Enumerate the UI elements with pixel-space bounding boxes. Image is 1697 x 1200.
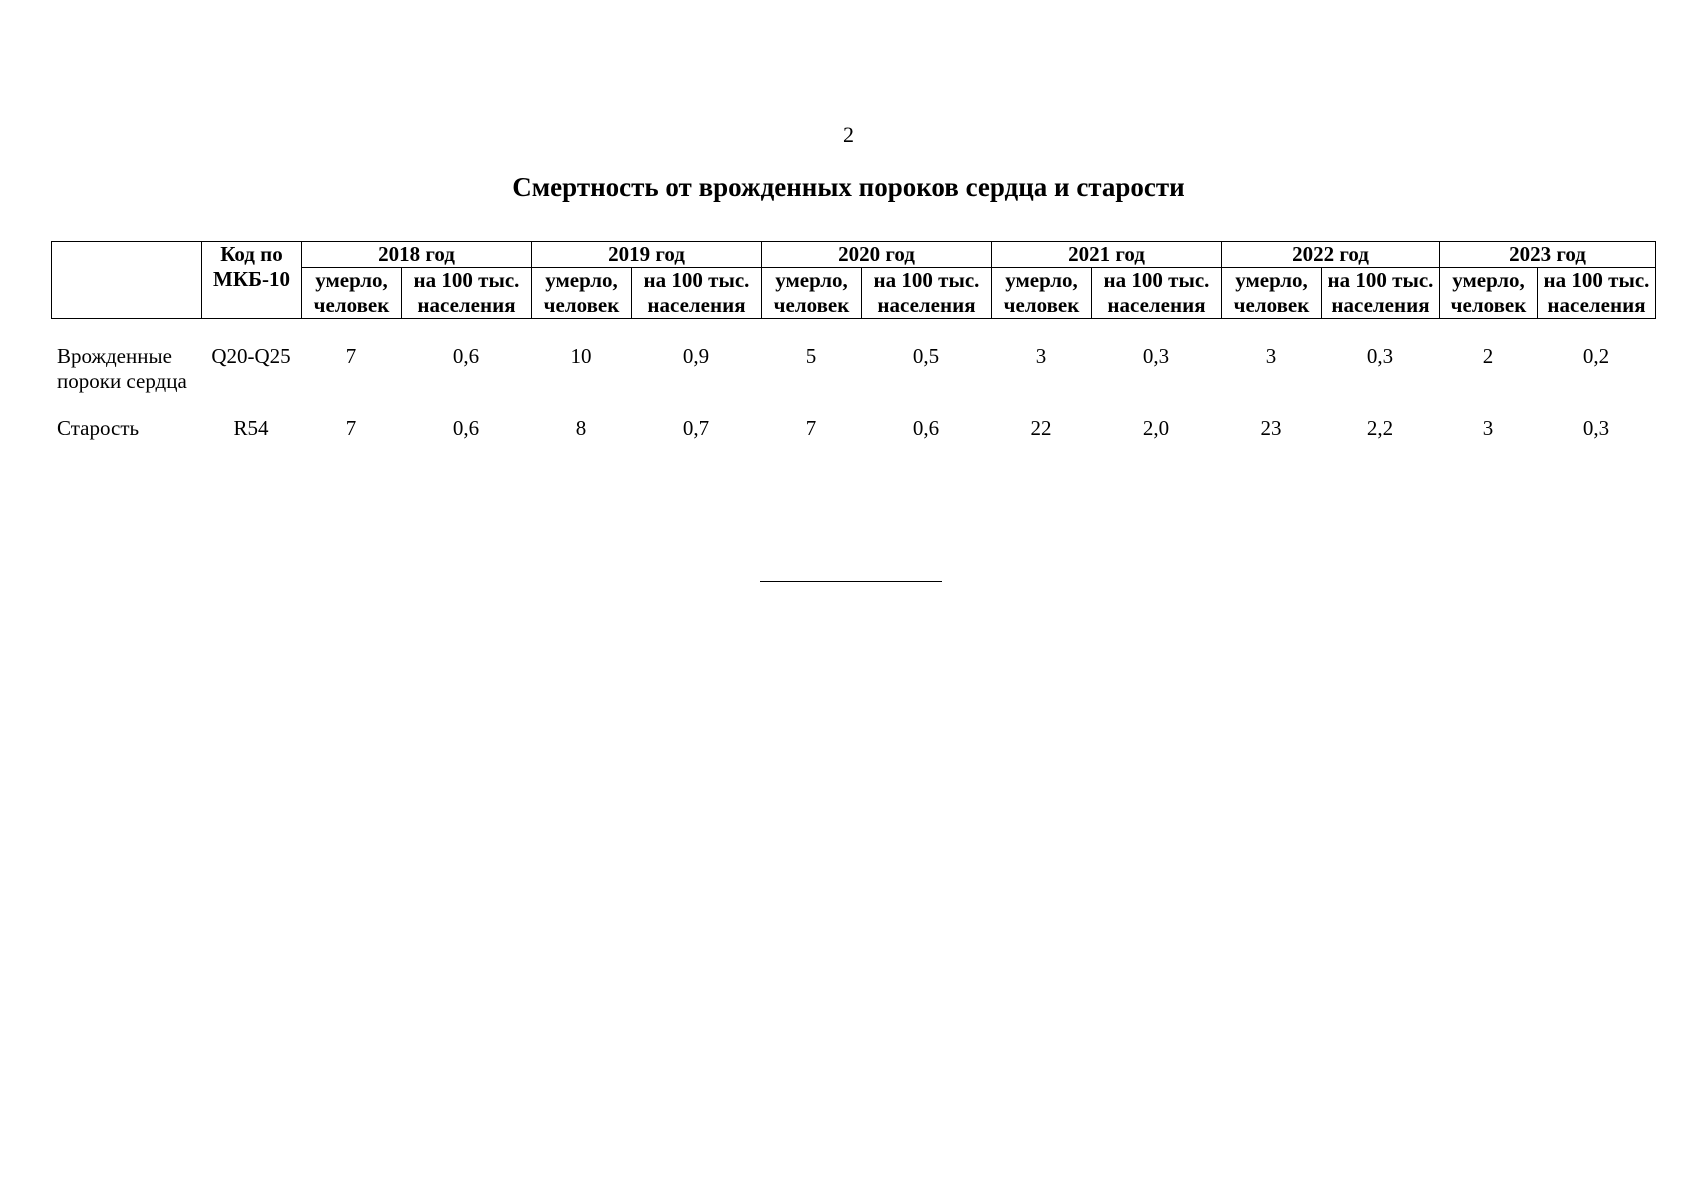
subheader-line: населения: [417, 293, 516, 317]
rate-cell: 0,9: [682, 344, 710, 368]
died-subheader: [762, 268, 862, 319]
page-number: 2: [843, 122, 854, 147]
rate-cell: 0,2: [1582, 344, 1610, 368]
subheader-line: на 100 тыс.: [413, 268, 520, 292]
subheader-line: человек: [1233, 293, 1310, 317]
died-cell: 3: [1265, 344, 1277, 368]
rate-cell: 0,3: [1142, 344, 1170, 368]
subheader-line: человек: [1003, 293, 1080, 317]
rate-subheader: [632, 268, 762, 319]
subheader-line: на 100 тыс.: [1327, 268, 1434, 292]
died-subheader: [532, 268, 632, 319]
header-code-cell: [202, 242, 302, 319]
rate-subheader: [862, 268, 992, 319]
year-header: 2018 год: [302, 242, 532, 268]
spacer-row: [51, 319, 1655, 344]
row-name-cell: [51, 416, 201, 441]
code-header-line: МКБ-10: [213, 267, 290, 291]
subheader-line: на 100 тыс.: [643, 268, 750, 292]
died-subheader: [992, 268, 1092, 319]
subheader-line: человек: [313, 293, 390, 317]
died-cell: 7: [345, 344, 357, 368]
table-row: [51, 344, 1655, 394]
rate-subheader: [1322, 268, 1440, 319]
died-subheader: [302, 268, 402, 319]
subheader-line: на 100 тыс.: [873, 268, 980, 292]
row-name-line: Врожденные: [57, 344, 172, 368]
rate-cell: 0,3: [1582, 416, 1610, 440]
subheader-line: человек: [1450, 293, 1527, 317]
died-cell: 2: [1482, 344, 1494, 368]
rate-cell: 0,3: [1366, 344, 1394, 368]
subheader-line: умерло,: [1005, 268, 1078, 292]
rate-cell: 0,6: [452, 416, 480, 440]
died-cell: 23: [1260, 416, 1282, 440]
subheader-line: умерло,: [545, 268, 618, 292]
row-name-line: Старость: [57, 416, 140, 440]
rate-cell: 2,0: [1142, 416, 1170, 440]
header-row-years: [52, 242, 1656, 268]
subheader-line: населения: [1331, 293, 1430, 317]
died-cell: 7: [345, 416, 357, 440]
rate-cell: 0,6: [912, 416, 940, 440]
subheader-line: населения: [1547, 293, 1646, 317]
died-cell: 3: [1482, 416, 1494, 440]
table-header: [51, 241, 1656, 319]
closing-divider: [760, 581, 942, 582]
row-code-cell: Q20-Q25: [211, 344, 291, 368]
subheader-line: умерло,: [775, 268, 848, 292]
subheader-line: умерло,: [315, 268, 388, 292]
subheader-line: умерло,: [1452, 268, 1525, 292]
table-row: [51, 416, 1655, 441]
year-header: 2019 год: [532, 242, 762, 268]
subheader-line: человек: [773, 293, 850, 317]
rate-cell: 0,6: [452, 344, 480, 368]
died-subheader: [1222, 268, 1322, 319]
document-title: Смертность от врожденных пороков сердца и старости: [512, 172, 1185, 202]
header-blank-cell: [52, 242, 202, 319]
rate-subheader: [1092, 268, 1222, 319]
mortality-table: [51, 241, 1655, 441]
spacer-row: [51, 394, 1655, 416]
subheader-line: на 100 тыс.: [1543, 268, 1650, 292]
year-header: 2023 год: [1440, 242, 1656, 268]
year-header: 2020 год: [762, 242, 992, 268]
table-body: [51, 319, 1655, 441]
row-name-line: пороки сердца: [57, 369, 187, 393]
rate-cell: 0,5: [912, 344, 940, 368]
died-cell: 10: [570, 344, 592, 368]
rate-subheader: [402, 268, 532, 319]
subheader-line: умерло,: [1235, 268, 1308, 292]
row-code-cell: R54: [233, 416, 269, 440]
rate-subheader: [1538, 268, 1656, 319]
year-header: 2022 год: [1222, 242, 1440, 268]
died-cell: 5: [805, 344, 817, 368]
code-header-line: Код по: [220, 242, 283, 266]
rate-cell: 2,2: [1366, 416, 1394, 440]
subheader-line: населения: [1107, 293, 1206, 317]
subheader-line: населения: [647, 293, 746, 317]
died-cell: 22: [1030, 416, 1052, 440]
died-cell: 3: [1035, 344, 1047, 368]
subheader-line: человек: [543, 293, 620, 317]
subheader-line: на 100 тыс.: [1103, 268, 1210, 292]
subheader-line: населения: [877, 293, 976, 317]
died-cell: 7: [805, 416, 817, 440]
year-header: 2021 год: [992, 242, 1222, 268]
rate-cell: 0,7: [682, 416, 710, 440]
died-cell: 8: [575, 416, 587, 440]
row-name-cell: [51, 344, 201, 394]
died-subheader: [1440, 268, 1538, 319]
